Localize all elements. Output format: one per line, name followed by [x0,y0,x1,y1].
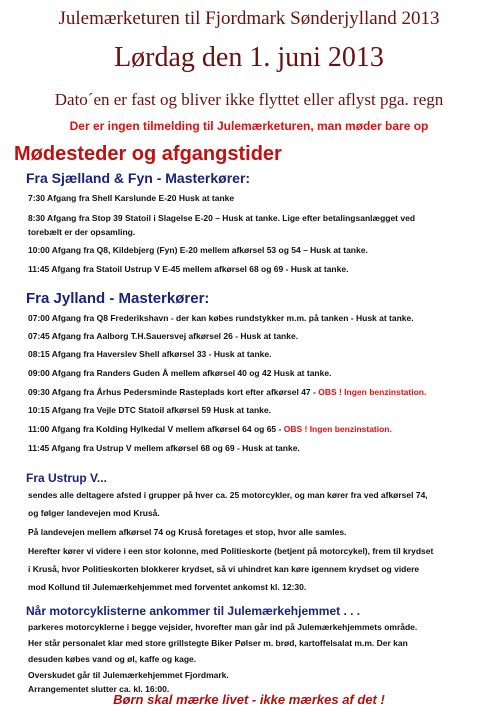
list-item: mod Kollund til Julemærkehjemmet med forventet ankomst kl. 12:30. [28,582,307,592]
list-item: Her står personalet klar med store grillstegte Biker Pølser m. brød, kartoffelsalat m.m. Der kan [28,638,408,648]
list-item: sendes alle deltagere afsted i grupper på hver ca. 25 motorcykler, og man kører fra ved afkørsel 74, [28,490,428,500]
section-heading-sjaelland: Fra Sjælland & Fyn - Masterkører: [26,170,251,186]
list-item: 07:00 Afgang fra Q8 Frederikshavn - der kan købes rundstykker m.m. på tanken - Husk at tanke. [28,313,414,323]
list-item: Overskudet går til Julemærkehjemmet Fjordmark. [28,670,229,680]
list-item: Arrangementet slutter ca. kl. 16:00. [28,684,170,694]
list-item: 11:45 Afgang fra Ustrup V mellem afkørsel 68 og 69 - Husk at tanke. [28,443,300,453]
list-item: 11:45 Afgang fra Statoil Ustrup V E-45 mellem afkørsel 68 og 69 - Husk at tanke. [28,264,349,274]
meeting-heading: Mødesteder og afgangstider [14,143,282,165]
list-item-text: 09:30 Afgang fra Århus Pedersminde Rasteplads kort efter afkørsel 47 - [28,387,319,397]
list-item: 8:30 Afgang fra Stop 39 Statoil i Slagelse E-20 – Husk at tanke. Lige efter betalingsanlægget ved [28,213,416,223]
list-item: 7:30 Afgang fra Shell Karslunde E-20 Husk at tanke [28,193,235,203]
no-gas-warning: OBS ! Ingen benzinstation. [283,424,392,434]
weather-notice: Dato´en er fast og bliver ikke flyttet eller aflyst pga. regn [54,90,444,109]
list-item: Herefter kører vi videre i een stor kolonne, med Politieskorte (betjent på motorcykel), frem til krydset [28,546,434,556]
list-item: På landevejen mellem afkørsel 74 og Kruså foretages et stop, hvor alle samles. [28,527,347,537]
list-item: 08:15 Afgang fra Haverslev Shell afkørsel 33 - Husk at tanke. [28,349,272,359]
event-date: Lørdag den 1. juni 2013 [114,42,384,73]
list-item: og følger landevejen mod Kruså. [28,508,160,518]
list-item [28,424,392,434]
section-heading-arrival: Når motorcyklisterne ankommer til Julemærkehjemmet . . . [26,604,361,618]
no-registration-notice: Der er ingen tilmelding til Julemærketuren, man møder bare op [69,119,429,133]
list-item [28,387,426,397]
list-item: 10:15 Afgang fra Vejle DTC Statoil afkørsel 59 Husk at tanke. [28,405,271,415]
section-heading-jylland: Fra Jylland - Masterkører: [26,290,210,307]
list-item: 09:00 Afgang fra Randers Guden Å mellem afkørsel 40 og 42 Husk at tanke. [28,368,332,378]
list-item: i Kruså, hvor Politieskorten blokkerer krydset, så vi uhindret kan køre igennem krydset og videre [28,564,420,574]
list-item: desuden købes vand og øl, kaffe og kage. [28,654,197,664]
list-item: 10:00 Afgang fra Q8, Kildebjerg (Fyn) E-20 mellem afkørsel 53 og 54 – Husk at tanke. [28,245,368,255]
list-item-text: 11:00 Afgang fra Kolding Hylkedal V mellem afkørsel 64 og 65 - [28,424,284,434]
page-title: Julemærketuren til Fjordmark Sønderjylland 2013 [58,8,440,29]
list-item: torebælt er der opsamling. [28,227,136,237]
no-gas-warning: OBS ! Ingen benzinstation. [318,387,427,397]
list-item: 07:45 Afgang fra Aalborg T.H.Sauersvej afkørsel 26 - Husk at tanke. [28,331,299,341]
footer-slogan: Børn skal mærke livet - ikke mærkes af det ! [113,692,385,707]
list-item: parkeres motorcyklerne i begge vejsider, hvorefter man går ind på Julemærkehjemmets område. [28,622,418,632]
section-heading-ustrup: Fra Ustrup V... [26,471,107,485]
